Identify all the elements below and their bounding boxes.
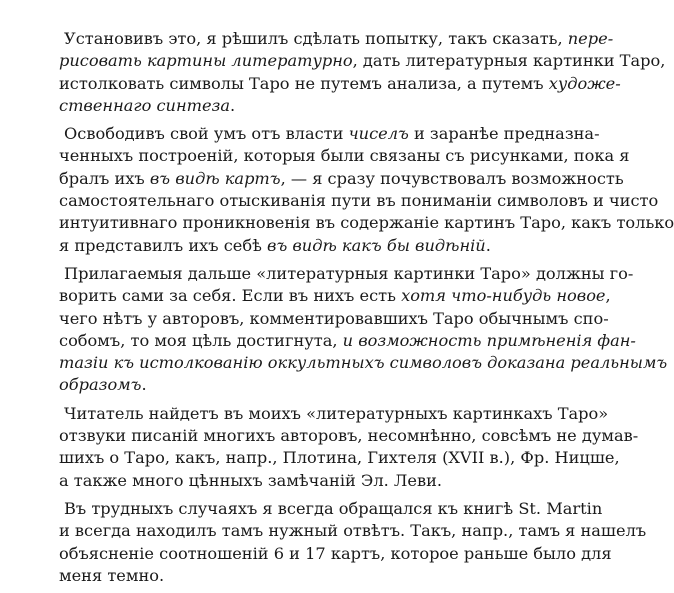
text-line (59, 285, 611, 307)
text-run: меня темно. (59, 565, 165, 585)
text-run: самостоятельнаго отыскиванія пути въ пониманіи символовъ и чисто (59, 191, 659, 211)
text-run: . (141, 375, 147, 395)
text-run: Въ трудныхъ случаяхъ я всегда обращался къ книгѣ St. Martin (64, 498, 603, 518)
italic-text-run: хотя что-нибудь новое (401, 286, 606, 306)
text-line (59, 374, 591, 396)
italic-text-run: рисовать картины литературно (59, 51, 353, 71)
text-line (59, 470, 591, 492)
italic-text-run: въ видѣ картъ (149, 168, 281, 188)
text-line (59, 73, 621, 95)
text-run: интуитивнаго проникновенія въ содержаніе картинъ Таро, какъ только (59, 213, 674, 233)
text-run: Установивъ это, я рѣшилъ сдѣлать попытку, такъ сказать, (64, 29, 568, 48)
text-run: Читатель найдетъ въ моихъ «литературныхъ картинкахъ Таро» (64, 403, 609, 423)
body-text (59, 28, 674, 593)
text-line (59, 498, 603, 520)
text-run: и заранѣе предназна- (408, 124, 600, 144)
italic-text-run: пере- (567, 29, 614, 48)
italic-text-run: чиселъ (348, 124, 409, 144)
text-run: , (605, 286, 611, 306)
text-line (59, 123, 600, 145)
text-run: а также много цѣнныхъ замѣчаній Эл. Леви. (59, 470, 443, 490)
text-run: , дать литературныя картинки Таро, (352, 51, 666, 71)
text-line (59, 543, 612, 565)
text-line (59, 212, 674, 234)
text-run: собомъ, то моя цѣль достигнута, (59, 330, 343, 350)
text-run: и всегда находилъ тамъ нужный отвѣтъ. Такъ, напр., тамъ я нашелъ (59, 521, 647, 541)
text-run: ворить сами за себя. Если въ нихъ есть (59, 286, 402, 306)
italic-text-run: въ видѣ какъ бы видѣній (267, 235, 486, 255)
paragraph (59, 498, 647, 587)
text-line (59, 403, 609, 425)
text-run: ченныхъ построеній, которыя были связаны съ рисунками, пока я (59, 146, 630, 166)
text-line (59, 168, 624, 190)
text-line (59, 28, 614, 50)
text-run: бралъ ихъ (59, 168, 150, 188)
text-run: истолковать символы Таро не путемъ анализа, а путемъ (59, 73, 549, 93)
text-line (59, 565, 591, 587)
text-run: . (485, 235, 491, 255)
italic-text-run: художе- (548, 73, 621, 93)
text-line (59, 50, 666, 72)
text-run: отзвуки писаній многихъ авторовъ, несомнѣнно, совсѣмъ не думав- (59, 426, 639, 446)
paragraph (59, 123, 674, 257)
text-run: чего нѣтъ у авторовъ, комментировавшихъ Таро обычнымъ спо- (59, 308, 609, 328)
text-line (59, 263, 634, 285)
text-line (59, 330, 636, 352)
text-line (59, 95, 591, 117)
text-line (59, 425, 639, 447)
text-line (59, 308, 609, 330)
italic-text-run: тазіи къ истолкованію оккультныхъ символовъ доказана реальнымъ (59, 353, 668, 373)
text-line (59, 447, 620, 469)
italic-text-run: образомъ (59, 375, 142, 395)
text-run: я представилъ ихъ себѣ (59, 235, 268, 255)
text-line (59, 235, 591, 257)
paragraph (59, 28, 666, 117)
text-line (59, 190, 659, 212)
paragraph (59, 403, 639, 492)
text-run: Прилагаемыя дальше «литературныя картинки Таро» должны го- (64, 263, 634, 283)
text-run: . (230, 95, 236, 115)
text-run: шихъ о Таро, какъ, напр., Плотина, Гихтеля (XVII в.), Фр. Ницше, (59, 448, 620, 468)
text-line (59, 145, 630, 167)
text-run: , — я сразу почувствовалъ возможность (280, 168, 624, 188)
paragraph (59, 263, 668, 397)
text-line (59, 520, 647, 542)
text-run: Освободивъ свой умъ отъ власти (64, 124, 349, 144)
italic-text-run: и возможность примѣненія фан- (342, 330, 636, 350)
text-line (59, 352, 668, 374)
italic-text-run: ственнаго синтеза (59, 95, 231, 115)
text-run: объясненіе соотношеній 6 и 17 картъ, которое раньше было для (59, 543, 612, 563)
